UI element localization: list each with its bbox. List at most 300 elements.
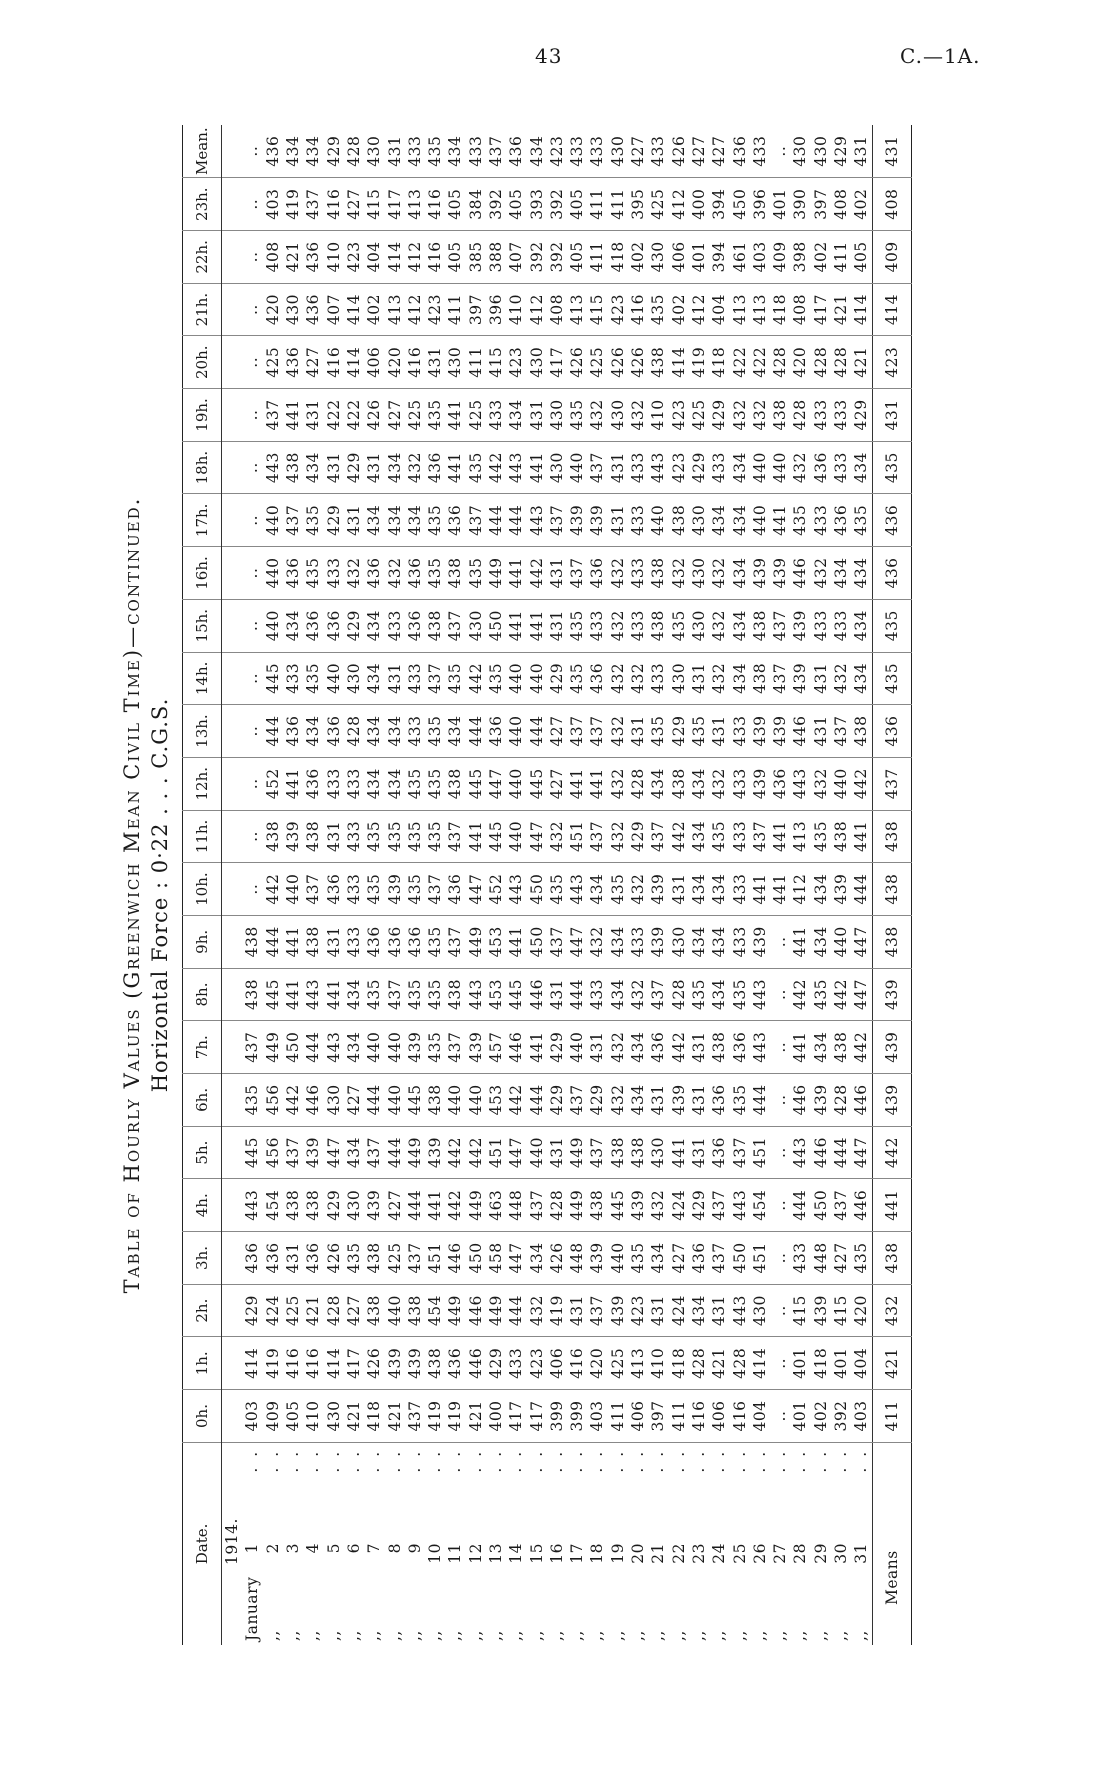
value-cell: 438	[242, 968, 262, 1021]
value-cell: 392	[547, 231, 567, 284]
value-cell: 411	[466, 336, 486, 389]
month-label: ,,	[832, 1630, 851, 1641]
value-cell: 431	[547, 1126, 567, 1179]
value-cell: 443	[750, 1021, 770, 1074]
value-cell: 413	[567, 283, 587, 336]
month-label: ,,	[385, 1630, 404, 1641]
value-cell: 437	[283, 1126, 303, 1179]
value-cell: 438	[648, 336, 668, 389]
value-cell: 431	[567, 1284, 587, 1337]
table-row	[811, 125, 831, 1645]
table-row	[750, 125, 770, 1645]
value-cell: 414	[669, 336, 689, 389]
value-cell: 443	[506, 441, 526, 494]
value-cell: 447	[506, 1232, 526, 1285]
value-cell: 427	[628, 125, 648, 178]
value-cell: 416	[628, 283, 648, 336]
value-cell: 418	[364, 1390, 384, 1443]
value-cell: 443	[729, 1284, 749, 1337]
value-cell: 451	[486, 1126, 506, 1179]
value-cell: 427	[669, 1232, 689, 1285]
value-cell: 434	[811, 1021, 831, 1074]
value-cell: 419	[547, 1284, 567, 1337]
hour-column-header: 16h.	[183, 547, 222, 600]
value-cell: 434	[364, 705, 384, 758]
value-cell: 394	[709, 231, 729, 284]
value-cell: 449	[567, 1179, 587, 1232]
value-cell: 438	[242, 915, 262, 968]
value-cell: 436	[283, 705, 303, 758]
date-cell	[506, 1442, 526, 1645]
month-label: ,,	[324, 1630, 343, 1641]
value-cell: 444	[790, 1179, 810, 1232]
value-cell: 444	[567, 968, 587, 1021]
value-cell: 441	[425, 1179, 445, 1232]
value-cell: 398	[790, 231, 810, 284]
value-cell: 438	[628, 1126, 648, 1179]
value-cell: 435	[608, 863, 628, 916]
date-cell	[303, 1442, 323, 1645]
table-row	[242, 125, 262, 1645]
value-cell: 410	[323, 231, 343, 284]
value-cell: 437	[445, 810, 465, 863]
value-cell: 435	[364, 810, 384, 863]
value-cell: 438	[831, 1021, 851, 1074]
value-cell: 433	[628, 547, 648, 600]
value-cell: 438	[648, 547, 668, 600]
date-cell	[263, 1442, 283, 1645]
month-label: ,,	[547, 1630, 566, 1641]
day-label: 22	[669, 1543, 688, 1564]
value-cell: 418	[608, 231, 628, 284]
value-cell: 431	[384, 652, 404, 705]
mean-value-cell: 438	[872, 915, 911, 968]
value-cell: 439	[384, 1337, 404, 1390]
value-cell: 439	[770, 705, 790, 758]
month-label: ,,	[771, 1630, 790, 1641]
value-cell: 444	[405, 1179, 425, 1232]
value-cell: 436	[486, 705, 506, 758]
value-cell: 432	[669, 547, 689, 600]
value-cell: 432	[384, 547, 404, 600]
value-cell: 411	[608, 178, 628, 231]
value-cell: 401	[770, 178, 790, 231]
leader-dots: . .	[568, 1448, 587, 1473]
value-cell: 433	[283, 652, 303, 705]
value-cell: 425	[466, 389, 486, 442]
value-cell: 435	[425, 125, 445, 178]
table-row	[608, 125, 628, 1645]
value-cell: 447	[486, 757, 506, 810]
month-label: ,,	[405, 1630, 424, 1641]
value-cell: 436	[445, 494, 465, 547]
value-cell: 434	[364, 494, 384, 547]
value-cell: 434	[364, 757, 384, 810]
value-cell: ..	[770, 1337, 790, 1390]
value-cell: 437	[547, 915, 567, 968]
value-cell: 424	[669, 1179, 689, 1232]
day-label: 12	[466, 1543, 485, 1564]
leader-dots: . .	[466, 1448, 485, 1473]
value-cell: 441	[770, 494, 790, 547]
value-cell: 431	[526, 389, 546, 442]
value-cell: 416	[689, 1390, 709, 1443]
value-cell: 396	[750, 178, 770, 231]
value-cell: 414	[384, 231, 404, 284]
value-cell: 437	[242, 1021, 262, 1074]
mean-value-cell: 435	[872, 599, 911, 652]
value-cell: 433	[344, 757, 364, 810]
value-cell: 435	[425, 705, 445, 758]
value-cell: 438	[283, 1179, 303, 1232]
value-cell: 418	[811, 1337, 831, 1390]
value-cell: 412	[526, 283, 546, 336]
value-cell: 449	[567, 1126, 587, 1179]
value-cell: 406	[364, 336, 384, 389]
value-cell: 442	[466, 652, 486, 705]
value-cell: 441	[750, 863, 770, 916]
value-cell: 416	[283, 1337, 303, 1390]
value-cell: 433	[811, 494, 831, 547]
value-cell: 444	[303, 1021, 323, 1074]
value-cell: 447	[526, 810, 546, 863]
page-number: 43	[535, 44, 563, 68]
value-cell: 438	[303, 810, 323, 863]
value-cell: 434	[344, 1126, 364, 1179]
value-cell: 401	[831, 1337, 851, 1390]
value-cell: 405	[506, 178, 526, 231]
value-cell: 436	[811, 441, 831, 494]
leader-dots: . .	[527, 1448, 546, 1473]
value-cell: 399	[547, 1390, 567, 1443]
value-cell: 434	[384, 705, 404, 758]
value-cell: 433	[344, 810, 364, 863]
table-row	[344, 125, 364, 1645]
table-row	[364, 125, 384, 1645]
hour-column-header: 7h.	[183, 1021, 222, 1074]
leader-dots: . .	[689, 1448, 708, 1473]
value-cell: 437	[831, 705, 851, 758]
value-cell: 436	[263, 1232, 283, 1285]
value-cell: 433	[587, 125, 607, 178]
value-cell: 419	[425, 1390, 445, 1443]
value-cell: 441	[283, 968, 303, 1021]
value-cell: 439	[831, 863, 851, 916]
value-cell: 432	[344, 547, 364, 600]
day-label: 26	[750, 1543, 769, 1564]
value-cell: 435	[425, 915, 445, 968]
value-cell: 418	[770, 283, 790, 336]
hour-column-header: 22h.	[183, 231, 222, 284]
table-row	[506, 125, 526, 1645]
value-cell: 439	[567, 494, 587, 547]
value-cell: 416	[567, 1337, 587, 1390]
value-cell: 434	[628, 1021, 648, 1074]
value-cell: 435	[405, 968, 425, 1021]
value-cell: 433	[323, 757, 343, 810]
mean-value-cell: 436	[872, 705, 911, 758]
value-cell: 458	[486, 1232, 506, 1285]
value-cell: 435	[242, 1074, 262, 1127]
value-cell: 429	[547, 1021, 567, 1074]
value-cell: 447	[506, 1126, 526, 1179]
value-cell: 433	[729, 915, 749, 968]
value-cell: 432	[628, 863, 648, 916]
value-cell: 463	[486, 1179, 506, 1232]
value-cell: 440	[466, 1074, 486, 1127]
mean-value-cell: 435	[872, 441, 911, 494]
value-cell: 440	[831, 757, 851, 810]
value-cell: 435	[790, 494, 810, 547]
table-row	[263, 125, 283, 1645]
leader-dots: . .	[365, 1448, 384, 1473]
value-cell: 422	[750, 336, 770, 389]
value-cell: 435	[303, 547, 323, 600]
value-cell: 431	[669, 863, 689, 916]
value-cell: 439	[587, 494, 607, 547]
value-cell: 435	[729, 1074, 749, 1127]
value-cell: 444	[466, 705, 486, 758]
value-cell: 396	[486, 283, 506, 336]
month-label: ,,	[750, 1630, 769, 1641]
value-cell: 445	[405, 1074, 425, 1127]
value-cell: 441	[283, 389, 303, 442]
hour-column-header: 14h.	[183, 652, 222, 705]
value-cell: 404	[851, 1337, 872, 1390]
value-cell: 434	[648, 1232, 668, 1285]
value-cell: 402	[628, 231, 648, 284]
value-cell: 437	[587, 441, 607, 494]
value-cell: 433	[405, 652, 425, 705]
value-cell: 434	[851, 547, 872, 600]
table-row	[445, 125, 465, 1645]
value-cell: 428	[790, 389, 810, 442]
value-cell: 431	[384, 125, 404, 178]
value-cell: 433	[831, 599, 851, 652]
value-cell: 399	[567, 1390, 587, 1443]
month-label: ,,	[608, 1630, 627, 1641]
hour-column-header: 21h.	[183, 283, 222, 336]
value-cell: 432	[628, 968, 648, 1021]
value-cell: 437	[445, 915, 465, 968]
value-cell: 427	[303, 336, 323, 389]
value-cell: 448	[567, 1232, 587, 1285]
mean-value-cell: 441	[872, 1179, 911, 1232]
table-row	[770, 125, 790, 1645]
value-cell: 420	[790, 336, 810, 389]
value-cell: 435	[648, 705, 668, 758]
value-cell: 429	[344, 599, 364, 652]
value-cell: 434	[811, 863, 831, 916]
leader-dots: . .	[385, 1448, 404, 1473]
value-cell: 438	[750, 599, 770, 652]
value-cell: 441	[526, 599, 546, 652]
month-label: ,,	[649, 1630, 668, 1641]
value-cell: 442	[506, 1074, 526, 1127]
hour-column-header: 0h.	[183, 1390, 222, 1443]
value-cell: 444	[526, 705, 546, 758]
value-cell: 408	[831, 178, 851, 231]
leader-dots: . .	[791, 1448, 810, 1473]
value-cell: 442	[466, 1126, 486, 1179]
value-cell: 429	[587, 1074, 607, 1127]
value-cell: 436	[729, 125, 749, 178]
value-cell: 429	[851, 389, 872, 442]
value-cell: 441	[445, 441, 465, 494]
value-cell: 428	[689, 1337, 709, 1390]
value-cell: 433	[323, 547, 343, 600]
value-cell: 451	[750, 1126, 770, 1179]
value-cell: 397	[811, 178, 831, 231]
leader-dots: . .	[852, 1448, 871, 1473]
value-cell: ..	[770, 968, 790, 1021]
value-cell: 430	[608, 389, 628, 442]
mean-value-cell: 423	[872, 336, 911, 389]
day-label: 6	[344, 1543, 363, 1554]
month-label: ,,	[730, 1630, 749, 1641]
value-cell: 420	[384, 336, 404, 389]
value-cell: 434	[709, 494, 729, 547]
value-cell: 422	[344, 389, 364, 442]
month-label: ,,	[710, 1630, 729, 1641]
value-cell: 438	[587, 1179, 607, 1232]
mean-value-cell: 438	[872, 1232, 911, 1285]
value-cell: 452	[263, 757, 283, 810]
table-row	[587, 125, 607, 1645]
value-cell: 437	[303, 863, 323, 916]
value-cell: ..	[242, 231, 262, 284]
value-cell: 441	[669, 1126, 689, 1179]
value-cell: 431	[689, 1126, 709, 1179]
value-cell: 403	[587, 1390, 607, 1443]
value-cell: 439	[405, 1337, 425, 1390]
value-cell: 439	[303, 1126, 323, 1179]
value-cell: 436	[283, 336, 303, 389]
day-label: 25	[730, 1543, 749, 1564]
value-cell: 442	[790, 968, 810, 1021]
value-cell: 451	[750, 1232, 770, 1285]
value-cell: 411	[669, 1390, 689, 1443]
table-row	[486, 125, 506, 1645]
means-row	[872, 125, 911, 1645]
value-cell: 401	[790, 1390, 810, 1443]
value-cell: 416	[425, 178, 445, 231]
value-cell: 442	[851, 1021, 872, 1074]
value-cell: 435	[466, 547, 486, 600]
value-cell: 425	[384, 1232, 404, 1285]
value-cell: 437	[547, 494, 567, 547]
value-cell: 444	[384, 1126, 404, 1179]
value-cell: 392	[526, 231, 546, 284]
value-cell: 440	[506, 652, 526, 705]
value-cell: 432	[608, 652, 628, 705]
value-cell: 432	[811, 547, 831, 600]
value-cell: 403	[242, 1390, 262, 1443]
value-cell: 447	[567, 915, 587, 968]
value-cell: 415	[364, 178, 384, 231]
value-cell: ..	[770, 915, 790, 968]
value-cell: 433	[831, 389, 851, 442]
day-label: 28	[791, 1543, 810, 1564]
value-cell: ..	[242, 125, 262, 178]
value-cell: 438	[425, 1337, 445, 1390]
value-cell: 439	[648, 863, 668, 916]
table-row	[283, 125, 303, 1645]
value-cell: 435	[445, 652, 465, 705]
value-cell: 434	[608, 968, 628, 1021]
value-cell: 440	[648, 494, 668, 547]
leader-dots: . .	[243, 1448, 262, 1473]
value-cell: 434	[405, 494, 425, 547]
value-cell: 435	[628, 1232, 648, 1285]
value-cell: 437	[567, 705, 587, 758]
value-cell: 428	[811, 336, 831, 389]
value-cell: 441	[466, 810, 486, 863]
value-cell: 446	[526, 968, 546, 1021]
value-cell: 401	[790, 1337, 810, 1390]
value-cell: 430	[466, 599, 486, 652]
value-cell: 428	[344, 125, 364, 178]
value-cell: 439	[587, 1232, 607, 1285]
value-cell: 412	[669, 178, 689, 231]
value-cell: 438	[445, 547, 465, 600]
mean-value-cell: 436	[872, 494, 911, 547]
value-cell: 434	[811, 915, 831, 968]
hour-column-header: 10h.	[183, 863, 222, 916]
value-cell: 438	[425, 599, 445, 652]
value-cell: 439	[750, 915, 770, 968]
value-cell: 427	[344, 178, 364, 231]
value-cell: 430	[689, 547, 709, 600]
value-cell: ..	[242, 705, 262, 758]
value-cell: 441	[526, 441, 546, 494]
date-cell	[770, 1442, 790, 1645]
value-cell: 442	[445, 1179, 465, 1232]
value-cell: 409	[263, 1390, 283, 1443]
value-cell: 425	[648, 178, 668, 231]
value-cell: 423	[669, 389, 689, 442]
value-cell: 440	[263, 599, 283, 652]
value-cell: 423	[628, 1284, 648, 1337]
value-cell: 442	[669, 1021, 689, 1074]
value-cell: 429	[323, 1179, 343, 1232]
value-cell: 434	[729, 494, 749, 547]
value-cell: 435	[811, 968, 831, 1021]
day-label: 24	[710, 1543, 729, 1564]
value-cell: 434	[506, 389, 526, 442]
value-cell: 436	[323, 705, 343, 758]
mean-value-cell: 442	[872, 1126, 911, 1179]
hour-column-header: 13h.	[183, 705, 222, 758]
value-cell: 405	[567, 178, 587, 231]
value-cell: 446	[445, 1232, 465, 1285]
value-cell: 437	[384, 968, 404, 1021]
value-cell: 442	[669, 810, 689, 863]
value-cell: 446	[790, 547, 810, 600]
value-cell: ..	[242, 494, 262, 547]
value-cell: 433	[587, 968, 607, 1021]
value-cell: 437	[587, 1126, 607, 1179]
value-cell: 415	[831, 1284, 851, 1337]
value-cell: 429	[831, 125, 851, 178]
leader-dots: . .	[649, 1448, 668, 1473]
value-cell: 428	[628, 757, 648, 810]
value-cell: 438	[831, 810, 851, 863]
date-cell	[750, 1442, 770, 1645]
value-cell: 440	[323, 652, 343, 705]
value-cell: 435	[547, 863, 567, 916]
value-cell: 410	[648, 1337, 668, 1390]
